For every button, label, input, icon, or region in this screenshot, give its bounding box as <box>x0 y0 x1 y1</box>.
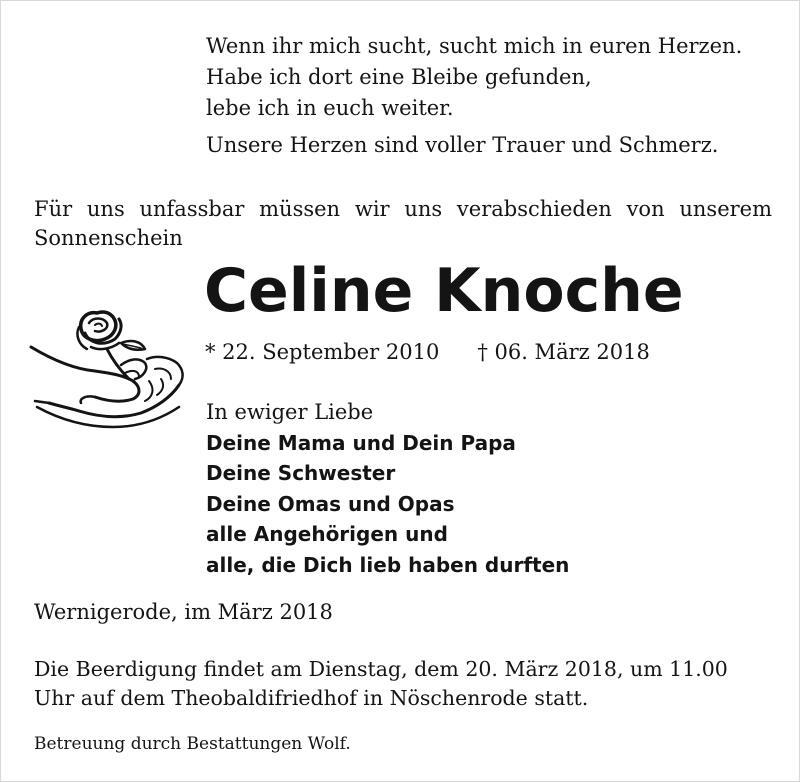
poem <box>206 31 742 161</box>
intro-text: Für uns unfassbar müssen wir uns verabschieden von unserem Sonnenschein <box>34 197 772 250</box>
mourners-opening: In ewiger Liebe <box>206 400 374 424</box>
undertaker-note: Betreuung durch Bestattungen Wolf. <box>34 734 351 754</box>
place-and-date: Wernigerode, im März 2018 <box>34 600 333 624</box>
mourner-line: Deine Mama und Dein Papa <box>206 430 516 455</box>
poem-line: Habe ich dort eine Bleibe gefunden, <box>206 65 592 89</box>
funeral-info: Die Beerdigung findet am Dienstag, dem 20. März 2018, um 11.00 Uhr auf dem Theobaldifriedhof in Nöschenrode statt. <box>34 657 728 710</box>
poem-line: Wenn ihr mich sucht, sucht mich in euren Herzen. <box>206 34 743 58</box>
poem-line: lebe ich in euch weiter. <box>206 96 454 120</box>
rose-in-hands-icon <box>29 303 191 435</box>
birth-date: * 22. September 2010 <box>205 340 440 364</box>
mourner-line: alle, die Dich lieb haben durften <box>206 552 570 577</box>
death-date: † 06. März 2018 <box>477 340 650 364</box>
deceased-name: Celine Knoche <box>204 256 684 326</box>
life-dates <box>205 338 650 366</box>
mourner-line: Deine Schwester <box>206 461 396 485</box>
mourner-line: Deine Omas und Opas <box>206 491 455 516</box>
poem-line: Unsere Herzen sind voller Trauer und Schmerz. <box>206 133 719 157</box>
mourner-line: alle Angehörigen und <box>206 522 448 546</box>
mourners-list <box>206 397 569 580</box>
